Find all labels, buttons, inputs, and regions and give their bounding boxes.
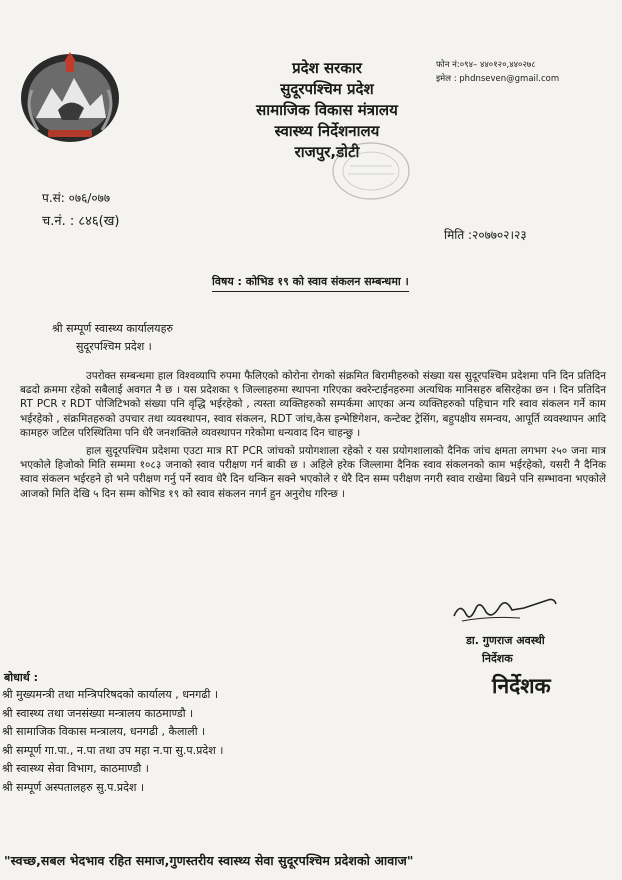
body-paragraph-1: उपरोक्त सम्बन्धमा हाल विश्वव्यापि रुपमा फैलिएको कोरोना रोगको संक्रमित बिरामीहरुको संख्या यस सुदूरपश्चिम प्रदेशमा पनि दिन प्रतिदिन बढदो क्रममा रहेको सबैलाई अवगत नै छ । यस प्रदेशका ९ जिल्लाहरुमा स्थापना गरिएका क्वरेन्टाईनहरुमा अत्यधिक मानिसहरु बसिरहेका छन । दिन प्रतिदिन RT PCR र RDT पोजिटिभको संख्या पनि वृद्धि भईरहेको , त्यस्ता व्यक्तिहरुको सम्पर्कमा आएका अन्य व्यक्तिहरुको पहिचान गरि स्वाव संकलन गर्ने काम भईरहेको , संक्रमितहरुको उपचार तथा व्यवस्थापन, स्वाव संकलन, RDT जांच,केस इन्भेष्टिगेशन, कन्टेक्ट ट्रेसिंग, बहुपक्षीय समन्वय, आपूर्ति व्यवस्थापन आदि कामहरु जटिल परिस्थितिमा पनि धेरै जनशक्तिले व्यवस्थापन गरेकोमा धन्यवाद दिन चाहन्छु । [20, 370, 606, 439]
cc-item: श्री मुख्यमन्त्री तथा मन्त्रिपरिषदको कार्यालय , धनगढी । [2, 688, 219, 701]
header-line-government: प्रदेश सरकार [292, 59, 362, 77]
reference-block [42, 186, 119, 234]
header-line-directorate: स्वास्थ्य निर्देशनालय [274, 122, 380, 140]
contact-info [436, 58, 559, 86]
signatory-title: निर्देशक [482, 652, 513, 665]
cc-heading: बोधार्थ : [4, 671, 39, 684]
letter-body [20, 369, 606, 505]
cc-item: श्री सम्पूर्ण गा.पा., न.पा तथा उप महा न.पा सु.प.प्रदेश । [2, 743, 224, 757]
cc-list [2, 686, 223, 797]
body-paragraph-2: हाल सुदूरपश्चिम प्रदेशमा एउटा मात्र RT PCR जांचको प्रयोगशाला रहेको र यस प्रयोगशालाको दैनिक जांच क्षमता लगभग २५० जना मात्र भएकोले हिजोको मिति सम्ममा १०८३ जनाको स्वाव परीक्षण गर्न बाकी छ । अहिले हरेक जिल्लामा दैनिक स्वाव संकलनको काम भईरहेको, यसरी नै दैनिक स्वाव संकलन भईरहने हो भने परीक्षण गर्नु पर्ने स्वाव धेरै दिन थन्किन सक्ने भएकोले र धेरै दिन सम्म परीक्षण नगरी स्वाव राखेमा बिग्रने पनि सम्भावना भएकोले आजको मिति देखि ५ दिन सम्म कोभिड १९ को स्वाव संकलन नगर्न हुन अनुरोध गरिन्छ । [20, 445, 606, 500]
subject-line: विषय : कोभिड १९ को स्वाव संकलन सम्बन्धमा । [212, 274, 409, 292]
office-stamp-icon [330, 140, 412, 202]
header-line-ministry: सामाजिक विकास मंत्रालय [256, 101, 398, 119]
patra-sankhya: प.सं: ०७६/०७७ [42, 191, 111, 205]
handwritten-signature-icon [450, 594, 560, 624]
cc-item: श्री सम्पूर्ण अस्पतालहरु सु.प.प्रदेश । [2, 780, 145, 794]
cc-item: श्री स्वास्थ्य तथा जनसंख्या मन्त्रालय काठमाण्डौ । [2, 706, 194, 720]
cc-item: श्री सामाजिक विकास मन्त्रालय, धनगढी , कैलाली । [2, 725, 206, 738]
signatory-name: डा. गुणराज अवस्थी [466, 634, 545, 647]
phone-line: फोन नं:०९४– ४४०१२०,४४०२७८ [436, 60, 536, 70]
footer-slogan: "स्वच्छ,सबल भेदभाव रहित समाज,गुणस्तरीय स्वास्थ्य सेवा सुदूरपश्चिम प्रदेशको आवाज" [4, 853, 414, 868]
addressee-line-1: श्री सम्पूर्ण स्वास्थ्य कार्यालयहरु [52, 322, 173, 335]
letter-date: मिति :२०७७०२।२३ [444, 228, 527, 242]
addressee-line-2: सुदूरपश्चिम प्रदेश । [76, 340, 152, 353]
cc-item: श्री स्वास्थ्य सेवा विभाग, काठमाण्डौ । [2, 762, 149, 775]
addressee-block [52, 320, 173, 356]
header-line-address: राजपुर,डोटी [294, 143, 360, 161]
header-line-province: सुदूरपश्चिम प्रदेश [280, 80, 374, 98]
chalani-number: च.नं. : ८४६(ख) [42, 214, 120, 229]
email-line: इमेल : phdnseven@gmail.com [436, 74, 560, 84]
signatory-block [466, 632, 545, 668]
signatory-stamp: निर्देशक [492, 674, 551, 698]
nepal-emblem-icon [18, 48, 122, 144]
